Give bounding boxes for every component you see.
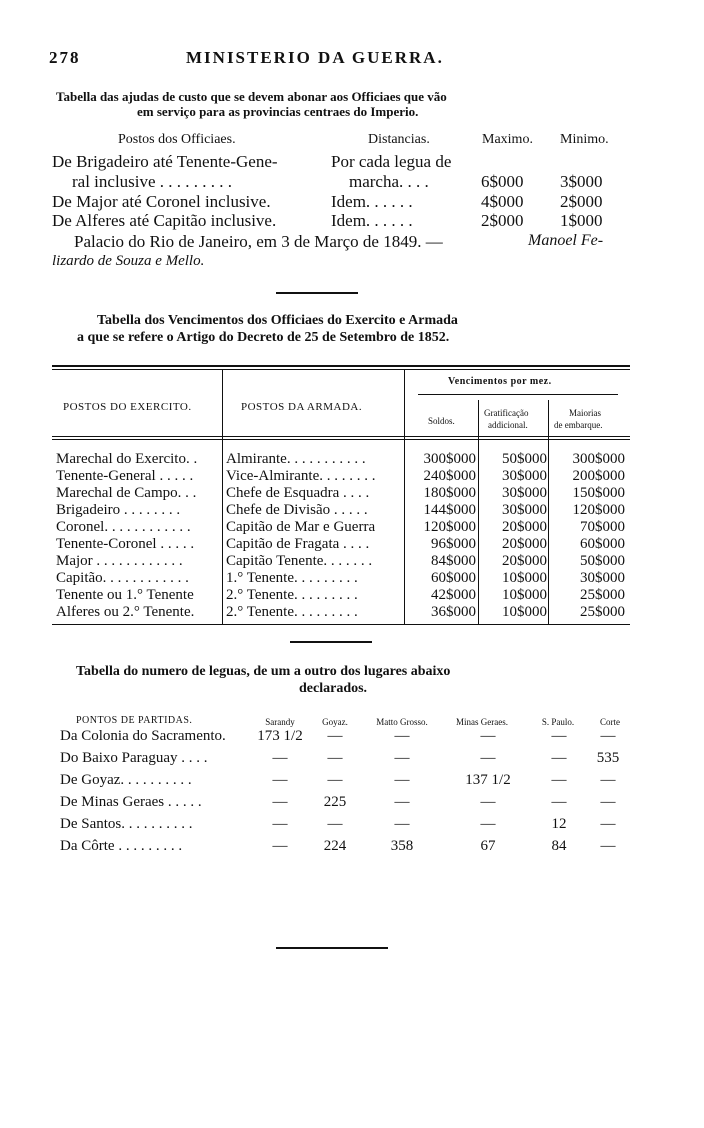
soldo-cell: 36$000 <box>431 604 476 620</box>
soldo-cell: 42$000 <box>431 587 476 603</box>
dist-cell: — <box>272 838 288 854</box>
table1-footer-l1: Palacio do Rio de Janeiro, em 3 de Março de 1849. — <box>74 232 443 251</box>
table3-header-corte: Corte <box>600 717 620 727</box>
dist-cell: — <box>272 772 288 788</box>
dist-cell: 137 1/2 <box>465 772 511 788</box>
table1-row1-posto-l2: ral inclusive . . . . . . . . . <box>72 172 233 191</box>
table1-footer-sig1: Manoel Fe- <box>528 232 604 249</box>
table3-header-s-paulo: S. Paulo. <box>541 717 575 727</box>
section-divider-3 <box>276 947 388 949</box>
table1-title-line2: em serviço para as provincias centraes do Imperio. <box>137 104 419 119</box>
table2-col-maiorias-l2: de embarque. <box>554 420 603 430</box>
armada-cell: 1.° Tenente. . . . . . . . . <box>226 570 358 586</box>
table3-row <box>0 838 704 858</box>
exercito-cell: Tenente-Coronel . . . . . <box>56 536 195 552</box>
soldo-cell: 96$000 <box>431 536 476 552</box>
table2-header-rule-2 <box>52 439 630 440</box>
grat-cell: 10$000 <box>502 587 547 603</box>
soldo-cell: 120$000 <box>423 519 476 535</box>
table1-row3-minimo: 1$000 <box>560 211 603 230</box>
table1-row2-posto: De Major até Coronel inclusive. <box>52 192 271 211</box>
armada-cell: 2.° Tenente. . . . . . . . . <box>226 587 358 603</box>
exercito-cell: Marechal do Exercito. . <box>56 451 198 467</box>
table2-title-line1: Tabella dos Vencimentos dos Officiaes do Exercito e Armada <box>97 313 458 328</box>
table3-title-line1: Tabella do numero de leguas, de um a outro dos lugares abaixo <box>76 664 451 679</box>
maior-cell: 70$000 <box>580 519 625 535</box>
dist-cell: — <box>272 816 288 832</box>
maior-cell: 200$000 <box>572 468 625 484</box>
exercito-cell: Tenente-General . . . . . <box>56 468 194 484</box>
place-label: De Santos. . . . . . . . . . <box>60 816 193 832</box>
table3-row <box>0 794 704 814</box>
dist-cell: 84 <box>551 838 567 854</box>
dist-cell: — <box>394 772 410 788</box>
table2-row <box>56 570 628 587</box>
table1-row2-dist: Idem. . . . . . <box>331 192 413 211</box>
table2-top-rule-1 <box>52 365 630 367</box>
table1-row1-dist-l1: Por cada legua de <box>331 152 452 171</box>
dist-cell: — <box>480 750 496 766</box>
table2-col-armada: POSTOS DA ARMADA. <box>241 401 363 413</box>
table1-title-line1: Tabella das ajudas de custo que se devem abonar aos Officiaes que vão <box>56 89 447 104</box>
dist-cell: — <box>327 750 343 766</box>
table2-row <box>56 536 628 553</box>
grat-cell: 50$000 <box>502 451 547 467</box>
dist-cell: — <box>600 772 616 788</box>
table2-col-soldos: Soldos. <box>428 416 455 426</box>
table2-top-rule-2 <box>52 369 630 370</box>
table3-row <box>0 772 704 792</box>
dist-cell: 535 <box>596 750 620 766</box>
grat-cell: 20$000 <box>502 519 547 535</box>
table1-row1-dist-l2: marcha. . . . <box>349 172 429 191</box>
place-label: De Minas Geraes . . . . . <box>60 794 202 810</box>
exercito-cell: Alferes ou 2.° Tenente. <box>56 604 195 620</box>
table2-title-line2: a que se refere o Artigo do Decreto de 25 de Setembro de 1852. <box>77 330 450 345</box>
place-label: Da Colonia do Sacramento. <box>60 728 226 744</box>
armada-cell: Chefe de Esquadra . . . . <box>226 485 370 501</box>
dist-cell: — <box>600 816 616 832</box>
dist-cell: — <box>551 772 567 788</box>
soldo-cell: 300$000 <box>423 451 476 467</box>
armada-cell: Chefe de Divisão . . . . . <box>226 502 368 518</box>
dist-cell: — <box>600 838 616 854</box>
grat-cell: 30$000 <box>502 485 547 501</box>
dist-cell: — <box>394 816 410 832</box>
dist-cell: 224 <box>323 838 347 854</box>
maior-cell: 120$000 <box>572 502 625 518</box>
table2-col-maiorias-l1: Maiorias <box>569 408 601 418</box>
dist-cell: 225 <box>323 794 347 810</box>
armada-cell: Almirante. . . . . . . . . . . <box>226 451 366 467</box>
armada-cell: Capitão Tenente. . . . . . . <box>226 553 373 569</box>
exercito-cell: Marechal de Campo. . . <box>56 485 197 501</box>
table2-row <box>56 587 628 604</box>
table2-col-grat-l2: addicional. <box>488 420 528 430</box>
table1-row2-minimo: 2$000 <box>560 192 603 211</box>
dist-cell: — <box>327 728 343 744</box>
dist-cell: — <box>394 750 410 766</box>
exercito-cell: Coronel. . . . . . . . . . . . <box>56 519 191 535</box>
soldo-cell: 60$000 <box>431 570 476 586</box>
grat-cell: 10$000 <box>502 570 547 586</box>
table2-col-exercito: POSTOS DO EXERCITO. <box>63 401 192 413</box>
table1-col-distancias: Distancias. <box>368 132 430 147</box>
table2-row <box>56 604 628 621</box>
table1-col-postos: Postos dos Officiaes. <box>118 132 236 147</box>
table3-header-matto-grosso: Matto Grosso. <box>376 717 428 727</box>
table3-row <box>0 750 704 770</box>
table1-row1-minimo: 3$000 <box>560 172 603 191</box>
exercito-cell: Tenente ou 1.° Tenente <box>56 587 194 603</box>
table3-header-sarandy: Sarandy <box>265 717 295 727</box>
maior-cell: 150$000 <box>572 485 625 501</box>
table1-row3-dist: Idem. . . . . . <box>331 211 413 230</box>
dist-cell: — <box>600 794 616 810</box>
table1-row2-maximo: 4$000 <box>481 192 524 211</box>
dist-cell: — <box>480 728 496 744</box>
table2-row <box>56 553 628 570</box>
dist-cell: — <box>394 728 410 744</box>
dist-cell: 173 1/2 <box>257 728 303 744</box>
place-label: De Goyaz. . . . . . . . . . <box>60 772 192 788</box>
table2-vencimentos-rule <box>418 394 618 395</box>
table3-title-line2: declarados. <box>299 681 368 696</box>
grat-cell: 30$000 <box>502 502 547 518</box>
dist-cell: — <box>551 728 567 744</box>
dist-cell: — <box>272 750 288 766</box>
maior-cell: 300$000 <box>572 451 625 467</box>
grat-cell: 30$000 <box>502 468 547 484</box>
dist-cell: 358 <box>390 838 414 854</box>
armada-cell: Capitão de Fragata . . . . <box>226 536 370 552</box>
table2-row <box>56 451 628 468</box>
table2-row <box>56 519 628 536</box>
soldo-cell: 144$000 <box>423 502 476 518</box>
section-divider-1 <box>276 292 358 294</box>
table2-bottom-rule <box>52 624 630 625</box>
maior-cell: 25$000 <box>580 604 625 620</box>
table2-col-vencimentos: Vencimentos por mez. <box>448 376 552 387</box>
armada-cell: Vice-Almirante. . . . . . . . <box>226 468 376 484</box>
place-label: Do Baixo Paraguay . . . . <box>60 750 208 766</box>
table1-row1-posto-l1: De Brigadeiro até Tenente-Gene- <box>52 152 278 171</box>
dist-cell: — <box>600 728 616 744</box>
table1-row1-maximo: 6$000 <box>481 172 524 191</box>
table3-row <box>0 728 704 748</box>
grat-cell: 20$000 <box>502 553 547 569</box>
exercito-cell: Capitão. . . . . . . . . . . . <box>56 570 189 586</box>
table1-col-maximo: Maximo. <box>482 132 533 147</box>
grat-cell: 10$000 <box>502 604 547 620</box>
table2-col-grat-l1: Gratificação <box>484 408 529 418</box>
grat-cell: 20$000 <box>502 536 547 552</box>
armada-cell: 2.° Tenente. . . . . . . . . <box>226 604 358 620</box>
armada-cell: Capitão de Mar e Guerra <box>226 519 376 535</box>
table2-row <box>56 502 628 519</box>
place-label: Da Côrte . . . . . . . . . <box>60 838 183 854</box>
exercito-cell: Brigadeiro . . . . . . . . <box>56 502 181 518</box>
section-divider-2 <box>290 641 372 643</box>
dist-cell: 67 <box>480 838 496 854</box>
table3-row <box>0 816 704 836</box>
page-number: 278 <box>49 48 81 67</box>
dist-cell: — <box>480 794 496 810</box>
dist-cell: 12 <box>551 816 567 832</box>
soldo-cell: 240$000 <box>423 468 476 484</box>
maior-cell: 60$000 <box>580 536 625 552</box>
table2-row <box>56 485 628 502</box>
running-title: MINISTERIO DA GUERRA. <box>186 48 444 67</box>
dist-cell: — <box>327 816 343 832</box>
dist-cell: — <box>327 772 343 788</box>
table1-row3-posto: De Alferes até Capitão inclusive. <box>52 211 277 230</box>
soldo-cell: 180$000 <box>423 485 476 501</box>
maior-cell: 25$000 <box>580 587 625 603</box>
dist-cell: — <box>394 794 410 810</box>
table1-footer-sig2: lizardo de Souza e Mello. <box>52 253 205 269</box>
maior-cell: 50$000 <box>580 553 625 569</box>
dist-cell: — <box>480 816 496 832</box>
exercito-cell: Major . . . . . . . . . . . . <box>56 553 183 569</box>
soldo-cell: 84$000 <box>431 553 476 569</box>
table2-header-rule-1 <box>52 436 630 437</box>
table1-col-minimo: Minimo. <box>560 132 609 147</box>
dist-cell: — <box>551 794 567 810</box>
dist-cell: — <box>551 750 567 766</box>
dist-cell: — <box>272 794 288 810</box>
maior-cell: 30$000 <box>580 570 625 586</box>
table3-header-pontos: PONTOS DE PARTIDAS. <box>76 715 193 726</box>
table1-row3-maximo: 2$000 <box>481 211 524 230</box>
table3-header-minas-geraes: Minas Geraes. <box>456 717 508 727</box>
table3-header-goyaz: Goyaz. <box>322 717 348 727</box>
table2-row <box>56 468 628 485</box>
